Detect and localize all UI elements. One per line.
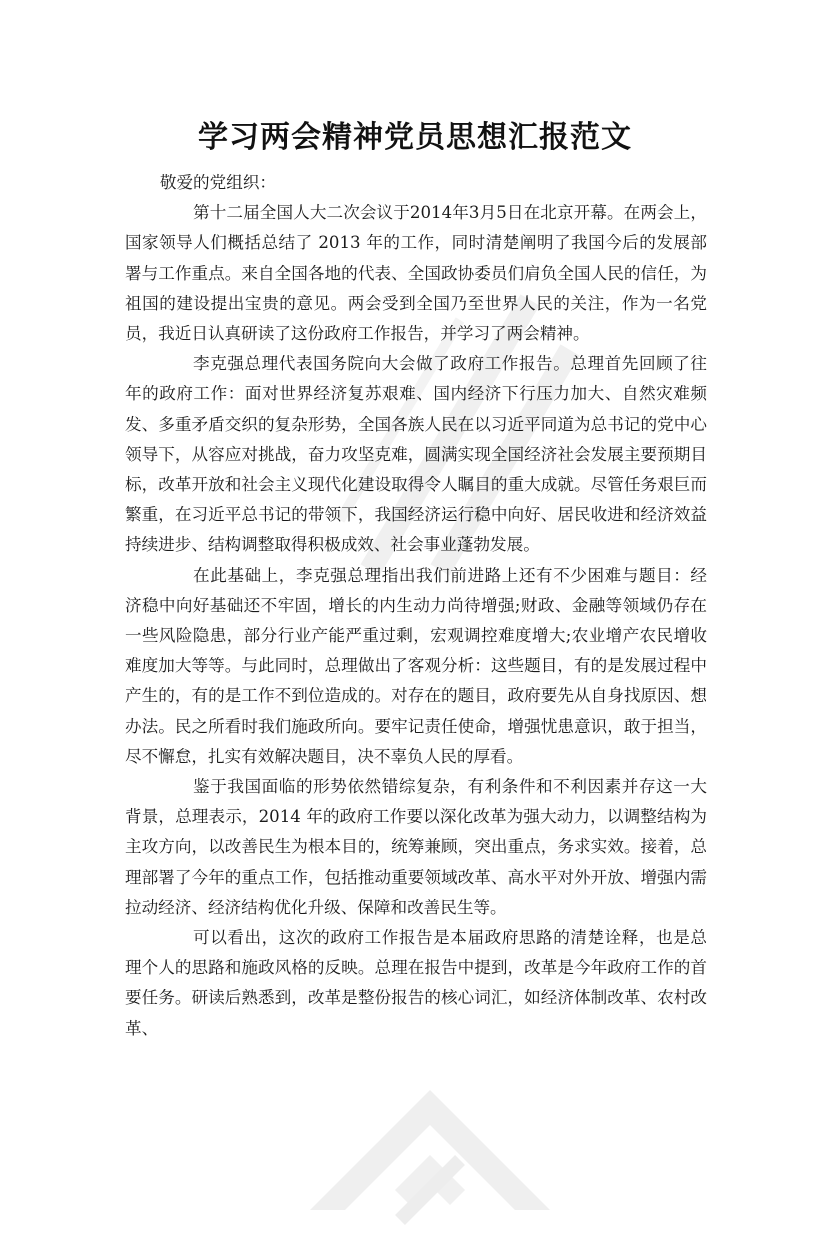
paragraph-3: 在此基础上，李克强总理指出我们前进路上还有不少困难与题目：经济稳中向好基础还不牢固，增长的内生动力尚待增强;财政、金融等领域仍存在一些风险隐患，部分行业产能严重过剩，宏观调控难度增大;农业增产农民增收难度加大等等。与此同时，总理做出了客观分析：这些题目，有的是发展过程中产生的，有的是工作不到位造成的。对存在的题目，政府要先从自身找原因、想办法。民之所看时我们施政所向。要牢记责任使命，增强忧患意识，敢于担当，尽不懈怠，扎实有效解决题目，决不辜负人民的厚看。 bbox=[125, 565, 707, 766]
watermark-diamond-icon bbox=[300, 1080, 560, 1260]
salutation: 敬爱的党组织： bbox=[159, 173, 277, 192]
paragraph-2: 李克强总理代表国务院向大会做了政府工作报告。总理首先回顾了往年的政府工作：面对世界经济复苏艰难、国内经济下行压力加大、自然灾难频发、多重矛盾交织的复杂形势，全国各族人民在以习近平同道为总书记的党中心领导下，从容应对挑战，奋力攻坚克难，圆满实现全国经济社会发展主要预期目标，改革开放和社会主义现代化建设取得令人瞩目的重大成就。尽管任务艰巨而繁重，在习近平总书记的带领下，我国经济运行稳中向好、居民收进和经济效益持续进步、结构调整取得积极成效、社会事业蓬勃发展。 bbox=[125, 354, 707, 555]
paragraph-5: 可以看出，这次的政府工作报告是本届政府思路的清楚诠释，也是总理个人的思路和施政风格的反映。总理在报告中提到，改革是今年政府工作的首要任务。研读后熟悉到，改革是整份报告的核心词汇，如经济体制改革、农村改革、 bbox=[125, 928, 707, 1038]
document-title: 学习两会精神党员思想汇报范文 bbox=[198, 120, 632, 155]
document-body bbox=[125, 168, 707, 1044]
paragraph-1: 第十二届全国人大二次会议于2014年3月5日在北京开幕。在两会上，国家领导人们概括总结了 2013 年的工作，同时清楚阐明了我国今后的发展部署与工作重点。来自全国各地的代表、全国政协委员们肩负全国人民的信任，为祖国的建设提出宝贵的意见。两会受到全国乃至世界人民的关注，作为一名党员，我近日认真研读了这份政府工作报告，并学习了两会精神。 bbox=[125, 203, 707, 344]
paragraph-4: 鉴于我国面临的形势依然错综复杂，有利条件和不利因素并存这一大背景，总理表示，2014 年的政府工作要以深化改革为强大动力，以调整结构为主攻方向，以改善民生为根本目的，统筹兼顾，突出重点，务求实效。接着，总理部署了今年的重点工作，包括推动重要领域改革、高水平对外开放、增强内需拉动经济、经济结构优化升级、保障和改善民生等。 bbox=[125, 777, 707, 917]
